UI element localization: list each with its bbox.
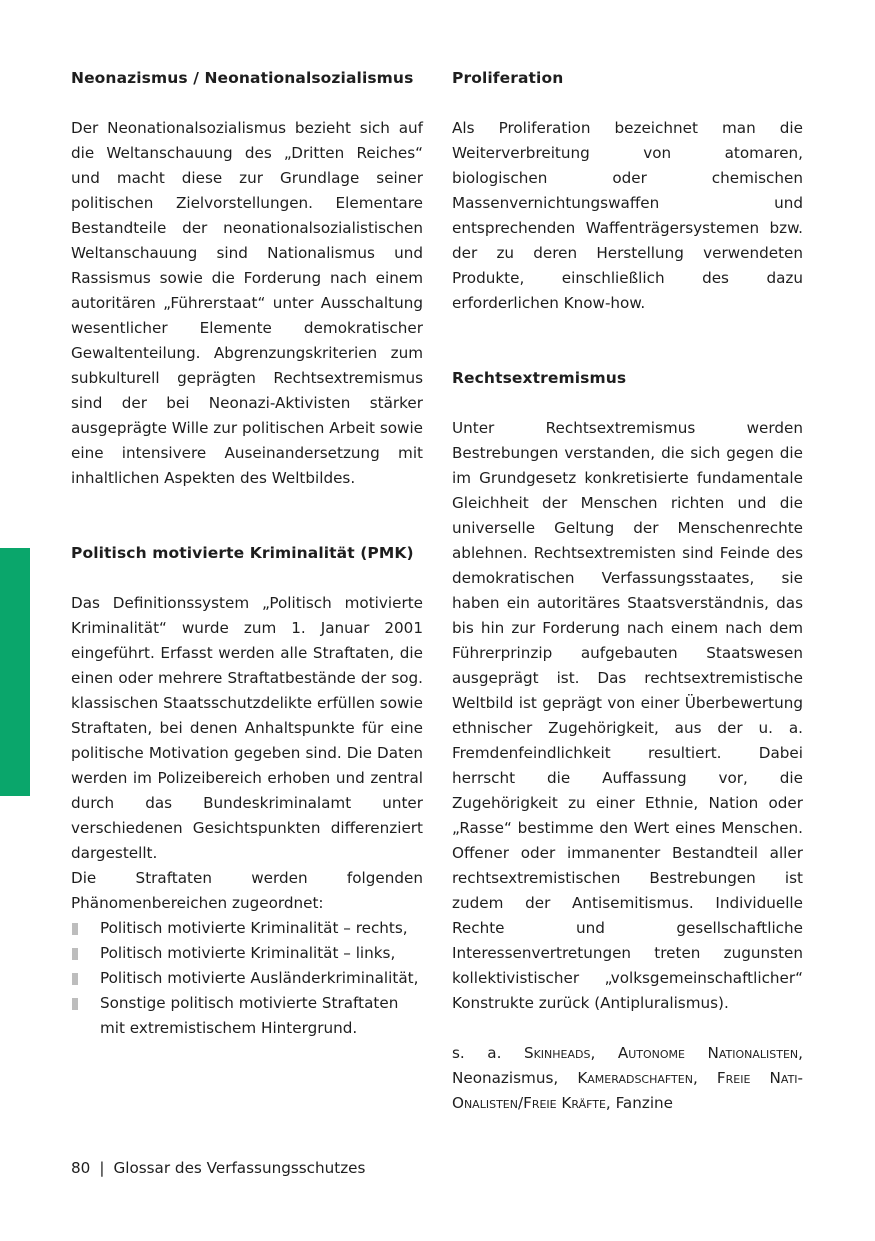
chapter-color-tab xyxy=(0,548,30,796)
paragraph-rechtsextremismus: Unter Rechtsextremismus werden Bestrebungen verstanden, die sich gegen die im Grundgesetz konkretisierte fundamentale Gleichheit der Menschen richten und die universelle Geltung der Menschenrechte ablehnen. Rechtsextremisten sind Feinde des demokratischen Verfassungsstaates, sie haben ein autoritäres Staatsverständnis, das bis hin zur Forderung nach einem nach dem Führerprinzip aufgebauten Staatswesen ausgeprägt ist. Das rechtsextremistische Weltbild ist geprägt von einer Überbewertung ethnischer Zugehörigkeit, aus der u. a. Fremdenfeindlichkeit resultiert. Dabei herrscht die Auffassung vor, die Zugehörigkeit zu einer Ethnie, Nation oder „Rasse“ bestimme den Wert eines Menschen. Offener oder immanenter Bestandteil aller rechtsextremistischen Bestrebungen ist zudem der Antisemitismus. Individuelle Rechte und gesellschaftliche Interessenvertretungen treten zugunsten kollektivistischer „volksgemeinschaftlicher“ Konstrukte zurück (Antipluralismus). xyxy=(452,419,803,1012)
publication-title: Glossar des Verfassungsschutzes xyxy=(113,1159,366,1177)
bullet-icon xyxy=(72,973,78,985)
list-item: Politisch motivierte Kriminalität – links, xyxy=(71,941,423,966)
bullet-icon xyxy=(72,923,78,935)
see-also-references: s. a. Skinheads, Autonome Nationalisten, Neonazismus, Kameradschaften, Freie Nati-Onalisten/Freie Kräfte, Fanzine xyxy=(452,1044,804,1112)
heading-neonazismus: Neonazismus / Neonationalsozialismus xyxy=(71,69,414,87)
crossref-skinheads: Skinheads xyxy=(523,1044,591,1062)
heading-rechtsextremismus: Rechtsextremismus xyxy=(452,369,627,387)
right-column xyxy=(452,66,803,1116)
bullet-icon xyxy=(72,948,78,960)
page-footer xyxy=(71,1156,365,1181)
heading-pmk: Politisch motivierte Kriminalität (PMK) xyxy=(71,544,414,562)
paragraph-pmk-definition: Das Definitionssystem „Politisch motivierte Kriminalität“ wurde zum 1. Januar 2001 eingeführt. Erfasst werden alle Straftaten, die einen oder mehrere Straftatbestände der sog. klassischen Staatsschutzdelikte erfüllen sowie Straftaten, bei denen Anhaltspunkte für eine politische Motivation gegeben sind. Die Daten werden im Polizeibereich erhoben und zentral durch das Bundeskriminalamt unter verschiedenen Gesichtspunkten differenziert dargestellt. xyxy=(71,594,423,862)
heading-proliferation: Proliferation xyxy=(452,69,564,87)
paragraph-neonazismus: Der Neonationalsozialismus bezieht sich auf die Weltanschauung des „Dritten Reiches“ und macht diese zur Grundlage seiner politischen Zielvorstellungen. Elementare Bestandteile der neonationalsozialistischen Weltanschauung sind Nationalismus und Rassismus sowie die Forderung nach einem autoritären „Führerstaat“ unter Ausschaltung wesentlicher Elemente demokratischer Gewaltenteilung. Abgrenzungskriterien zum subkulturell geprägten Rechtsextremismus sind der bei Neonazi-Aktivisten stärker ausgeprägte Wille zur politischen Arbeit sowie eine intensivere Auseinandersetzung mit inhaltlichen Aspekten des Weltbildes. xyxy=(71,119,424,487)
crossref-neonazismus: Neonazismus xyxy=(452,1069,554,1087)
page-number: 80 xyxy=(71,1159,91,1177)
pmk-category-list xyxy=(71,916,423,1041)
footer-separator: | xyxy=(99,1159,105,1177)
crossref-kameradschaften: Kameradschaften xyxy=(577,1069,693,1087)
list-item: Politisch motivierte Ausländerkriminalität, xyxy=(71,966,423,991)
crossref-fanzine: Fanzine xyxy=(615,1094,674,1112)
crossref-freie-nationalisten: Freie Nati-Onalisten/Freie Kräfte xyxy=(452,1069,804,1112)
paragraph-proliferation: Als Proliferation bezeichnet man die Weiterverbreitung von atomaren, biologischen oder chemischen Massenvernichtungswaffen und entsprechenden Waffenträgersystemen bzw. der zu deren Herstellung verwendeten Produkte, einschließlich des dazu erforderlichen Know-how. xyxy=(452,119,803,312)
paragraph-pmk-categories: Die Straftaten werden folgenden Phänomenbereichen zugeordnet: xyxy=(71,869,423,912)
list-item: Sonstige politisch motivierte Straftaten mit extremistischem Hintergrund. xyxy=(71,991,423,1041)
bullet-icon xyxy=(72,998,78,1010)
left-column xyxy=(71,66,423,1041)
list-item: Politisch motivierte Kriminalität – rechts, xyxy=(71,916,423,941)
crossref-autonome-nationalisten: Autonome Nationalisten xyxy=(617,1044,799,1062)
